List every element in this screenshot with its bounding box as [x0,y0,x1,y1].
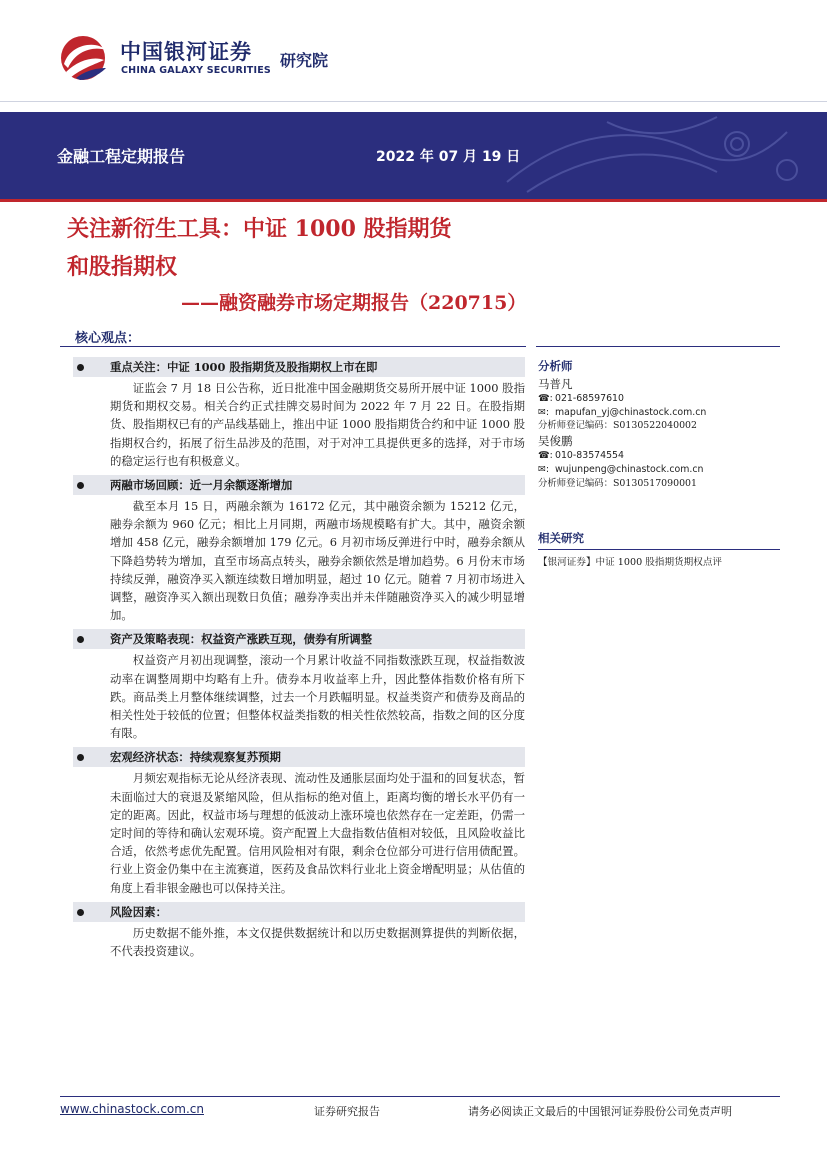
section-body: 权益资产月初出现调整，滚动一个月累计收益不同指数涨跌互现，权益指数波动率在调整周期中均略有上升。债券本月收益率上升，因此整体指数价格有所下跌。商品类上月整体继续调整，过去一个月跌幅明显。权益类资产和债券及商品的相关性处于较低的位置；但整体权益类指数的相关性依然较高，指数之间的区分度有限。 [110,653,525,741]
bullet-icon [77,754,84,761]
analyst-email [538,463,788,477]
phone-icon: ☎: [538,392,553,404]
section-body: 月频宏观指标无论从经济表现、流动性及通胀层面均处于温和的回复状态，暂未面临过大的衰退及紧缩风险，但从指标的绝对值上，距离均衡的增长水平仍有一定的距离。因此，权益市场与理想的低波动上涨环境也依然存在一定差距，仍需一定时间的等待和确认宏观环境。资产配置上大盘指数估值相对较低，且风险收益比合适，依然考虑优先配置。信用风险相对有限，剩余仓位部分可进行信用债配置。行业上资金仍集中在主流赛道，医药及食品饮料行业北上资金增配明显；从估值的角度上看非银金融也可以保持关注。 [110,771,525,895]
section-heading-text: 两融市场回顾：近一月余额逐渐增加 [110,478,293,493]
galaxy-logo-icon [56,34,110,82]
report-date: 2022 年 07 月 19 日 [376,149,521,165]
analyst-phone [538,449,788,463]
analyst-name: 吴俊鹏 [538,434,573,449]
core-views-label: 核心观点： [75,331,141,346]
related-research-heading: 相关研究 [538,531,584,545]
analyst-name: 马普凡 [538,376,573,391]
email-link[interactable]: mapufan_yj@chinastock.com.cn [554,406,707,418]
sidebar-divider [536,346,780,347]
section-heading-text: 宏观经济状态：持续观察复苏预期 [110,750,281,765]
section-heading-text: 风险因素： [110,904,167,919]
analyst-card [538,433,788,490]
section-body: 证监会 7 月 18 日公告称，近日批准中国金融期货交易所开展中证 1000 股指期货和期权交易。相关合约正式挂牌交易时间为 2022 年 7 月 22 日。在股指期货、股指期权已有的产品线基础上，推出中证 1000 股指期货合约和中证 1000 股指期权合约，拓展了衍生品涉及的范围，对于对冲工具提供更多的选择，对于市场的稳定运行也有积极意义。 [110,381,525,468]
core-views [73,357,525,965]
brand-name-cn: 中国银河证券 [120,40,252,64]
section-asset-performance [73,629,525,742]
analyst-card [538,376,788,433]
analyst-registration: 分析师登记编码：S0130517090001 [538,477,697,489]
section-heading [73,629,525,649]
header-divider [0,101,827,102]
section-macro [73,747,525,896]
section-heading [73,475,525,495]
footer-divider [60,1096,780,1097]
banner-swirl-decoration [487,112,827,199]
related-research [538,530,788,568]
phone-number: 021-68597610 [554,392,624,404]
bullet-icon [77,636,84,643]
section-body: 截至本月 15 日，两融余额为 16172 亿元，其中融资余额为 15212 亿元，融券余额为 960 亿元；相比上月同期，两融市场规模略有扩大。其中，融资余额增加 458 亿元，融券余额增加 179 亿元。6 月初市场反弹进行中时，融券余额从下降趋势转为增加，直至市场高点转头，融券余额依然是增加趋势。6 月份末市场持续反弹，融资净买入额连续数日增加明显，超过 10 亿元。随着 7 月初市场进入调整，融资净买入额出现数日负值；融券净卖出并未伴随融资净买入的减少明显增加。 [110,499,525,623]
section-body: 历史数据不能外推，本文仅提供数据统计和以历史数据测算提供的判断依据，不代表投资建议。 [110,925,525,959]
report-subtitle: ——融资融券市场定期报告（220715） [181,292,527,314]
bullet-icon [77,364,84,371]
phone-icon: ☎: [538,450,553,462]
brand-name-en: CHINA GALAXY SECURITIES [121,65,271,76]
analyst-email [538,406,788,420]
analyst-sidebar [538,360,788,491]
email-icon: ✉: [538,463,550,475]
email-link[interactable]: wujunpeng@chinastock.com.cn [554,463,704,475]
bullet-icon [77,909,84,916]
phone-number: 010-83574554 [554,450,624,462]
report-type: 金融工程定期报告 [57,147,186,166]
related-research-divider [538,549,780,550]
footer-disclaimer-note: 请务必阅读正文最后的中国银河证券股份公司免责声明 [468,1105,732,1118]
core-views-divider [60,346,526,347]
analyst-heading: 分析师 [538,359,573,373]
banner-accent-line [0,199,827,202]
bullet-icon [77,482,84,489]
related-research-link[interactable]: 【银河证券】中证 1000 股指期货期权点评 [538,557,723,568]
section-risk [73,902,525,960]
analyst-registration: 分析师登记编码：S0130522040002 [538,420,697,432]
analyst-phone [538,392,788,406]
report-title-line-1: 关注新衍生工具：中证 1000 股指期货 [67,216,452,242]
section-heading-text: 资产及策略表现：权益资产涨跌互现，债券有所调整 [110,632,372,647]
section-heading [73,357,525,377]
report-title-line-2: 和股指期权 [67,254,178,280]
section-heading [73,902,525,922]
footer-report-label: 证券研究报告 [314,1105,380,1118]
email-icon: ✉: [538,406,550,418]
section-heading [73,747,525,767]
section-key-focus [73,357,525,470]
section-heading-text: 重点关注：中证 1000 股指期货及股指期权上市在即 [110,360,378,374]
section-margin-review [73,475,525,624]
institute-label: 研究院 [280,51,329,70]
footer-website-link[interactable]: www.chinastock.com.cn [60,1102,204,1116]
